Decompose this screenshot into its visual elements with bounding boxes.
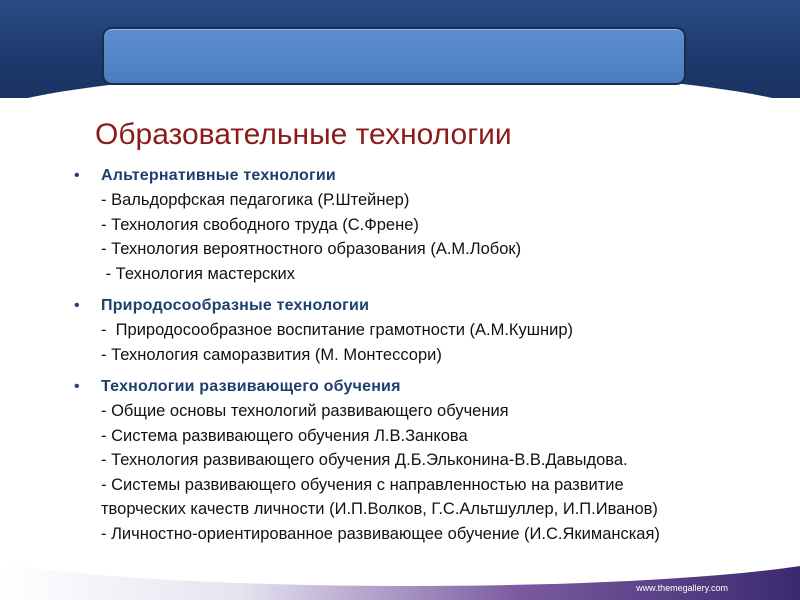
list-item: - Вальдорфская педагогика (Р.Штейнер) (101, 191, 410, 209)
title-placeholder-box (102, 27, 686, 85)
list-item: - Системы развивающего обучения с направленностью на развитие (101, 475, 624, 494)
list-item: творческих качеств личности (И.П.Волков, Г.С.Альтшуллер, И.П.Иванов) (101, 500, 658, 518)
list-item: - Природосообразное воспитание грамотности (А.М.Кушнир) (101, 321, 574, 339)
section-developmental (74, 375, 794, 571)
list-item: - Технология вероятностного образования (А.М.Лобок) (101, 240, 522, 258)
bullet-icon: • (74, 378, 80, 395)
section-heading: Технологии развивающего обучения (101, 378, 401, 395)
section-heading: Природосообразные технологии (101, 297, 370, 314)
list-item: - Личностно-ориентированное развивающее обучение (И.С.Якиманская) (101, 524, 660, 543)
list-item: - Общие основы технологий развивающего обучения (101, 402, 509, 420)
list-item: - Технология саморазвития (М. Монтессори) (101, 345, 442, 364)
section-heading: Альтернативные технологии (101, 167, 336, 184)
slide-title: Образовательные технологии (95, 118, 512, 151)
list-item: - Технология свободного труда (С.Френе) (101, 215, 419, 234)
list-item: - Технология развивающего обучения Д.Б.Эльконина-В.В.Давыдова. (101, 451, 628, 469)
bullet-icon: • (74, 167, 80, 184)
section-nature (74, 294, 794, 367)
list-item: - Технология мастерских (101, 264, 295, 283)
bullet-icon: • (74, 297, 80, 314)
content-list (74, 164, 794, 579)
section-alternative (74, 164, 794, 286)
list-item: - Система развивающего обучения Л.В.Занкова (101, 426, 468, 445)
footer-url: www.themegallery.com (636, 583, 728, 593)
